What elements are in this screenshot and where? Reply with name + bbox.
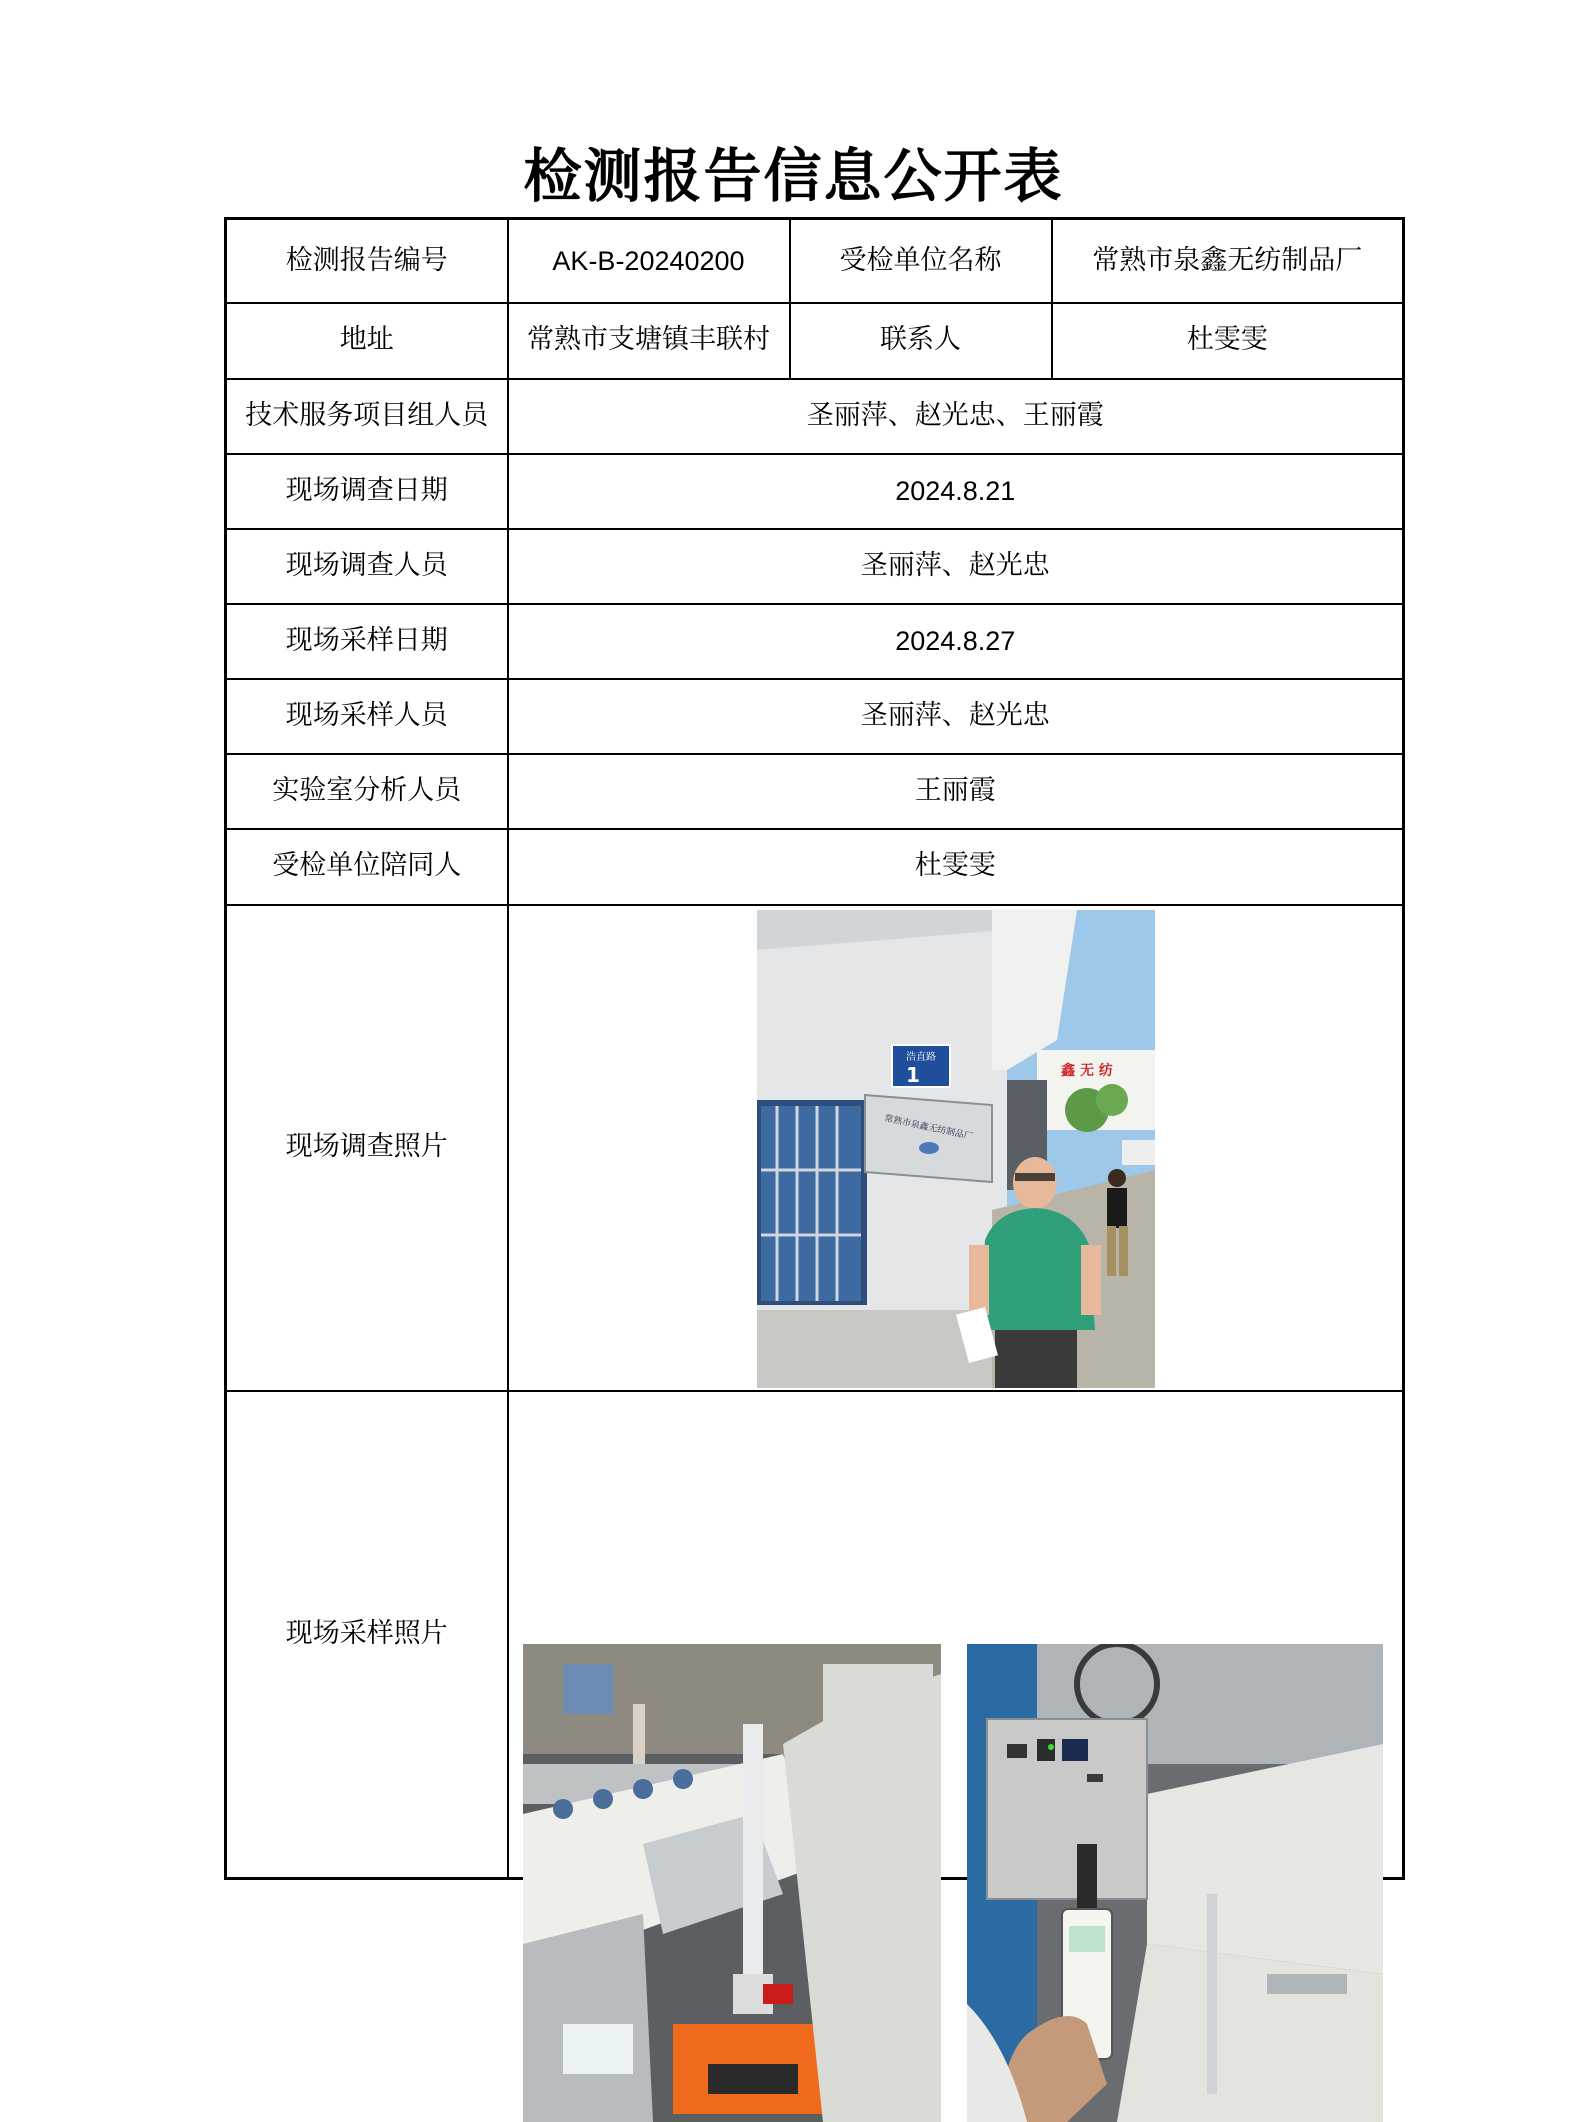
row-escort xyxy=(226,829,1404,905)
sample-photo-label: 现场采样照片 xyxy=(226,1391,508,1879)
row-sample-photo xyxy=(226,1391,1404,1879)
report-no-value: AK-B-20240200 xyxy=(508,219,790,303)
team-value: 圣丽萍、赵光忠、王丽霞 xyxy=(508,379,1404,454)
escort-label: 受检单位陪同人 xyxy=(226,829,508,905)
escort-value: 杜雯雯 xyxy=(508,829,1404,905)
report-table xyxy=(224,217,1405,1880)
report-no-label: 检测报告编号 xyxy=(226,219,508,303)
page-title: 检测报告信息公开表 xyxy=(523,142,1064,210)
contact-label: 联系人 xyxy=(790,303,1052,379)
sample-photo-cell xyxy=(508,1391,1404,1879)
row-survey-photo xyxy=(226,905,1404,1391)
plaque-text: 常熟市泉鑫无纺制品厂 xyxy=(882,1113,973,1142)
address-label: 地址 xyxy=(226,303,508,379)
row-lab-staff xyxy=(226,754,1404,829)
row-team xyxy=(226,379,1404,454)
survey-date-label: 现场调查日期 xyxy=(226,454,508,529)
lab-staff-value: 王丽霞 xyxy=(508,754,1404,829)
street-sign-road: 浩直路 xyxy=(905,1051,936,1063)
sample-photo-1 xyxy=(523,1644,941,2122)
unit-name-value: 常熟市泉鑫无纺制品厂 xyxy=(1052,219,1404,303)
sample-date-value: 2024.8.27 xyxy=(508,604,1404,679)
team-label: 技术服务项目组人员 xyxy=(226,379,508,454)
unit-name-label: 受检单位名称 xyxy=(790,219,1052,303)
sample-staff-label: 现场采样人员 xyxy=(226,679,508,754)
row-address xyxy=(226,303,1404,379)
survey-photo-label: 现场调查照片 xyxy=(226,905,508,1391)
survey-date-value: 2024.8.21 xyxy=(508,454,1404,529)
row-report-no xyxy=(226,219,1404,303)
factory-wall-sign: 鑫 无 纺 xyxy=(1060,1062,1113,1079)
survey-staff-value: 圣丽萍、赵光忠 xyxy=(508,529,1404,604)
lab-staff-label: 实验室分析人员 xyxy=(226,754,508,829)
survey-staff-label: 现场调查人员 xyxy=(226,529,508,604)
survey-photo xyxy=(757,910,1155,1388)
row-sample-staff xyxy=(226,679,1404,754)
row-sample-date xyxy=(226,604,1404,679)
contact-value: 杜雯雯 xyxy=(1052,303,1404,379)
survey-photo-cell xyxy=(508,905,1404,1391)
street-sign-number: 1 xyxy=(905,1062,920,1087)
row-survey-staff xyxy=(226,529,1404,604)
sample-date-label: 现场采样日期 xyxy=(226,604,508,679)
row-survey-date xyxy=(226,454,1404,529)
sample-staff-value: 圣丽萍、赵光忠 xyxy=(508,679,1404,754)
address-value: 常熟市支塘镇丰联村 xyxy=(508,303,790,379)
sample-photo-2 xyxy=(967,1644,1383,2122)
